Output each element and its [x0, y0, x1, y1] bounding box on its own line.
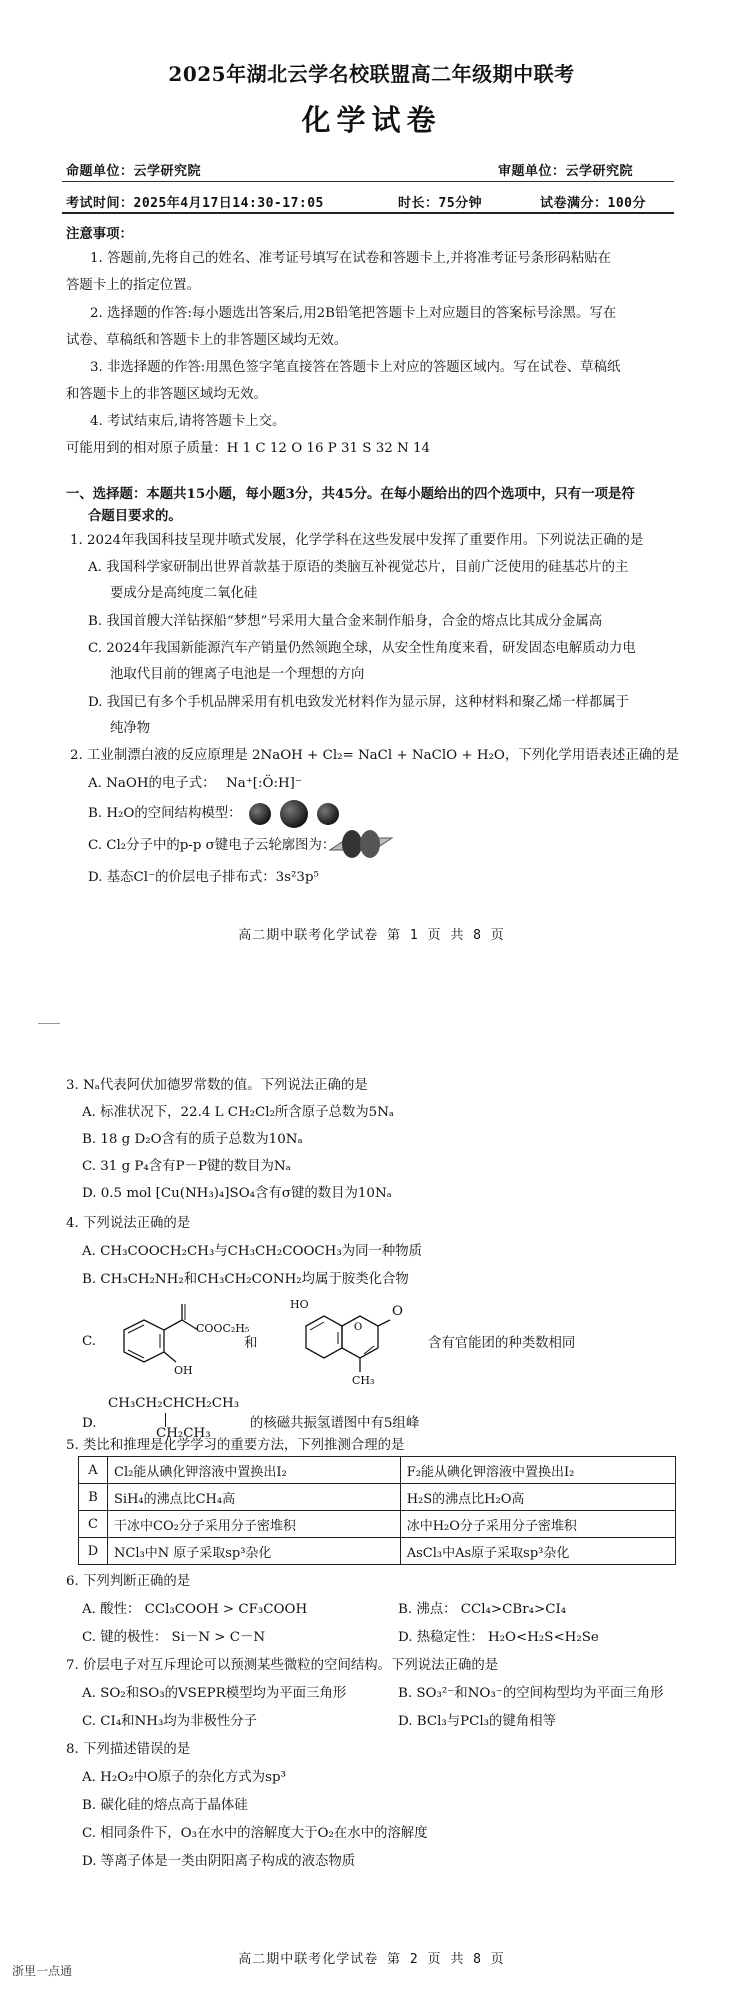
q8-stem: 8. 下列描述错误的是: [66, 1742, 191, 1757]
q6-option-a: A. 酸性： CCl₃COOH > CF₃COOH: [82, 1602, 308, 1617]
hydroxyl-label: OH: [174, 1364, 193, 1377]
exam-time: 考试时间：2025年4月17日14:30-17:05: [66, 196, 324, 211]
table-cell: NCl₃中N 原子采取sp³杂化: [108, 1538, 401, 1565]
q3-option-d: D. 0.5 mol [Cu(NH₃)₄]SO₄含有σ键的数目为10Nₐ: [82, 1186, 392, 1201]
table-cell: A: [79, 1457, 108, 1484]
alkane-main-chain: CH₃CH₂CHCH₂CH₃: [108, 1396, 240, 1411]
q2-option-a: A. NaOH的电子式：: [88, 776, 216, 791]
q6-stem: 6. 下列判断正确的是: [66, 1574, 191, 1589]
exam-title: 2025年湖北云学名校联盟高二年级期中联考: [168, 62, 575, 86]
table-cell: B: [79, 1484, 108, 1511]
q4-stem: 4. 下列说法正确的是: [66, 1216, 191, 1231]
coumarin-ch3-label: CH₃: [352, 1374, 375, 1387]
q4-option-d-label: D.: [82, 1416, 97, 1431]
q1-option-a: A. 我国科学家研制出世界首款基于原语的类脑互补视觉芯片，目前广泛使用的硅基芯片的主: [88, 560, 629, 575]
table-cell: 干冰中CO₂分子采用分子密堆积: [108, 1511, 401, 1538]
q1-option-c: C. 2024年我国新能源汽车产销量仍然领跑全球，从安全性角度来看，研发固态电解质动力电: [88, 641, 636, 656]
q5-table: [78, 1456, 676, 1565]
q4-option-b: B. CH₃CH₂NH₂和CH₃CH₂CONH₂均属于胺类化合物: [82, 1272, 409, 1287]
page-footer: 高二期中联考化学试卷 第 1 页 共 8 页: [238, 928, 505, 943]
q4-and: 和: [244, 1336, 258, 1351]
q3-stem: 3. Nₐ代表阿伏加德罗常数的值。下列说法正确的是: [66, 1078, 368, 1093]
q1-option-a: 要成分是高纯度二氧化硅: [110, 586, 258, 601]
table-cell: F₂能从碘化钾溶液中置换出I₂: [400, 1457, 675, 1484]
q2-option-d: D. 基态Cl⁻的价层电子排布式：3s²3p⁵: [88, 870, 319, 885]
divider: [62, 212, 674, 214]
q7-option-c: C. CI₄和NH₃均为非极性分子: [82, 1714, 258, 1729]
ester-group-label: COOC₂H₅: [196, 1322, 250, 1335]
naoh-electron-formula: Na⁺[:Ö:H]⁻: [226, 776, 302, 791]
page-1: [0, 0, 743, 985]
section-heading: 一、选择题：本题共15小题，每小题3分，共45分。在每小题给出的四个选项中，只有一项是符: [66, 486, 635, 502]
q8-option-d: D. 等离子体是一类由阴阳离子构成的液态物质: [82, 1854, 356, 1869]
q1-option-c: 池取代目前的锂离子电池是一个理想的方向: [110, 667, 365, 682]
q4-option-a: A. CH₃COOCH₂CH₃与CH₃CH₂COOCH₃为同一种物质: [82, 1244, 423, 1259]
notice-line: 试卷、草稿纸和答题卡上的非答题区域均无效。: [66, 333, 348, 348]
table-cell: SiH₄的沸点比CH₄高: [108, 1484, 401, 1511]
table-cell: C: [79, 1511, 108, 1538]
table-row: [79, 1538, 676, 1565]
notice-line: 1. 答题前,先将自己的姓名、准考证号填写在试卷和答题卡上,并将准考证号条形码粘贴在: [90, 251, 611, 266]
svg-text:O: O: [354, 1322, 363, 1333]
divider: [62, 181, 674, 182]
notice-line: 3. 非选择题的作答:用黑色签字笔直接答在答题卡上对应的答题区域内。写在试卷、草稿纸: [90, 360, 621, 375]
notice-line: 4. 考试结束后,请将答题卡上交。: [90, 414, 286, 429]
subject-title: 化学试卷: [301, 103, 442, 137]
q3-option-b: B. 18 g D₂O含有的质子总数为10Nₐ: [82, 1132, 303, 1147]
duration: 时长：75分钟: [398, 196, 483, 211]
q4-option-c-label: C.: [82, 1334, 97, 1349]
watermark-text: 浙里一点通: [12, 1964, 73, 1978]
sigma-bond-orbital-diagram: [326, 826, 396, 862]
table-row: [79, 1457, 676, 1484]
notice-line: 答题卡上的指定位置。: [66, 278, 200, 293]
full-score: 试卷满分：100分: [540, 196, 646, 211]
table-cell: D: [79, 1538, 108, 1565]
table-row: [79, 1511, 676, 1538]
q4-option-c-text: 含有官能团的种类数相同: [428, 1336, 576, 1351]
q2-option-c: C. Cl₂分子中的p-p σ键电子云轮廓图为：: [88, 838, 336, 853]
carbonyl-o-label: O: [392, 1304, 403, 1319]
q3-option-a: A. 标准状况下，22.4 L CH₂Cl₂所含原子总数为5Nₐ: [82, 1105, 395, 1120]
table-cell: Cl₂能从碘化钾溶液中置换出I₂: [108, 1457, 401, 1484]
q8-option-c: C. 相同条件下，O₃在水中的溶解度大于O₂在水中的溶解度: [82, 1826, 428, 1841]
setter: 命题单位：云学研究院: [66, 164, 202, 179]
table-cell: AsCl₃中As原子采取sp³杂化: [400, 1538, 675, 1565]
q1-stem: 1. 2024年我国科技呈现井喷式发展，化学学科在这些发展中发挥了重要作用。下列说法正确的是: [70, 533, 644, 548]
q1-option-d: 纯净物: [110, 721, 151, 736]
page-gap: [0, 985, 743, 1045]
q1-option-d: D. 我国已有多个手机品牌采用有机电致发光材料作为显示屏，这种材料和聚乙烯一样都属于: [88, 695, 630, 710]
page-footer: 高二期中联考化学试卷 第 2 页 共 8 页: [238, 1952, 505, 1967]
q8-option-a: A. H₂O₂中O原子的杂化方式为sp³: [82, 1770, 286, 1785]
q1-option-b: B. 我国首艘大洋钻探船“梦想”号采用大量合金来制作船身，合金的熔点比其成分金属高: [88, 614, 603, 629]
q7-option-d: D. BCl₃与PCl₃的键角相等: [398, 1714, 557, 1729]
table-cell: 冰中H₂O分子采用分子密堆积: [400, 1511, 675, 1538]
reviewer: 审题单位：云学研究院: [498, 164, 634, 179]
q7-option-b: B. SO₃²⁻和NO₃⁻的空间构型均为平面三角形: [398, 1686, 664, 1701]
atomic-masses: 可能用到的相对原子质量：H 1 C 12 O 16 P 31 S 32 N 14: [66, 441, 431, 456]
q6-option-b: B. 沸点： CCl₄>CBr₄>CI₄: [398, 1602, 567, 1617]
q6-option-c: C. 键的极性： Si－N > C－N: [82, 1630, 266, 1645]
q3-option-c: C. 31 g P₄含有P－P键的数目为Nₐ: [82, 1159, 291, 1174]
q2-stem: 2. 工业制漂白液的反应原理是 2NaOH + Cl₂= NaCl + NaClO + H₂O，下列化学用语表述正确的是: [70, 748, 679, 763]
notice-line: 和答题卡上的非答题区域均无效。: [66, 387, 267, 402]
notice-heading: 注意事项：: [66, 226, 133, 242]
branch-bond: [165, 1413, 166, 1427]
q4-option-d-text: 的核磁共振氢谱图中有5组峰: [250, 1416, 420, 1431]
q7-stem: 7. 价层电子对互斥理论可以预测某些微粒的空间结构。下列说法正确的是: [66, 1658, 499, 1673]
q7-option-a: A. SO₂和SO₃的VSEPR模型均为平面三角形: [82, 1686, 347, 1701]
notice-line: 2. 选择题的作答:每小题选出答案后,用2B铅笔把答题卡上对应题目的答案标号涂黑。写在: [90, 306, 617, 321]
q5-stem: 5. 类比和推理是化学学习的重要方法，下列推测合理的是: [66, 1438, 405, 1453]
coumarin-ho-label: HO: [290, 1298, 309, 1311]
q2-option-b: B. H₂O的空间结构模型：: [88, 806, 242, 821]
table-cell: H₂S的沸点比H₂O高: [400, 1484, 675, 1511]
table-row: [79, 1484, 676, 1511]
section-heading: 合题目要求的。: [88, 508, 182, 524]
q8-option-b: B. 碳化硅的熔点高于晶体硅: [82, 1798, 248, 1813]
alkane-branch: CH₂CH₃: [156, 1426, 211, 1441]
q6-option-d: D. 热稳定性： H₂O<H₂S<H₂Se: [398, 1630, 599, 1645]
